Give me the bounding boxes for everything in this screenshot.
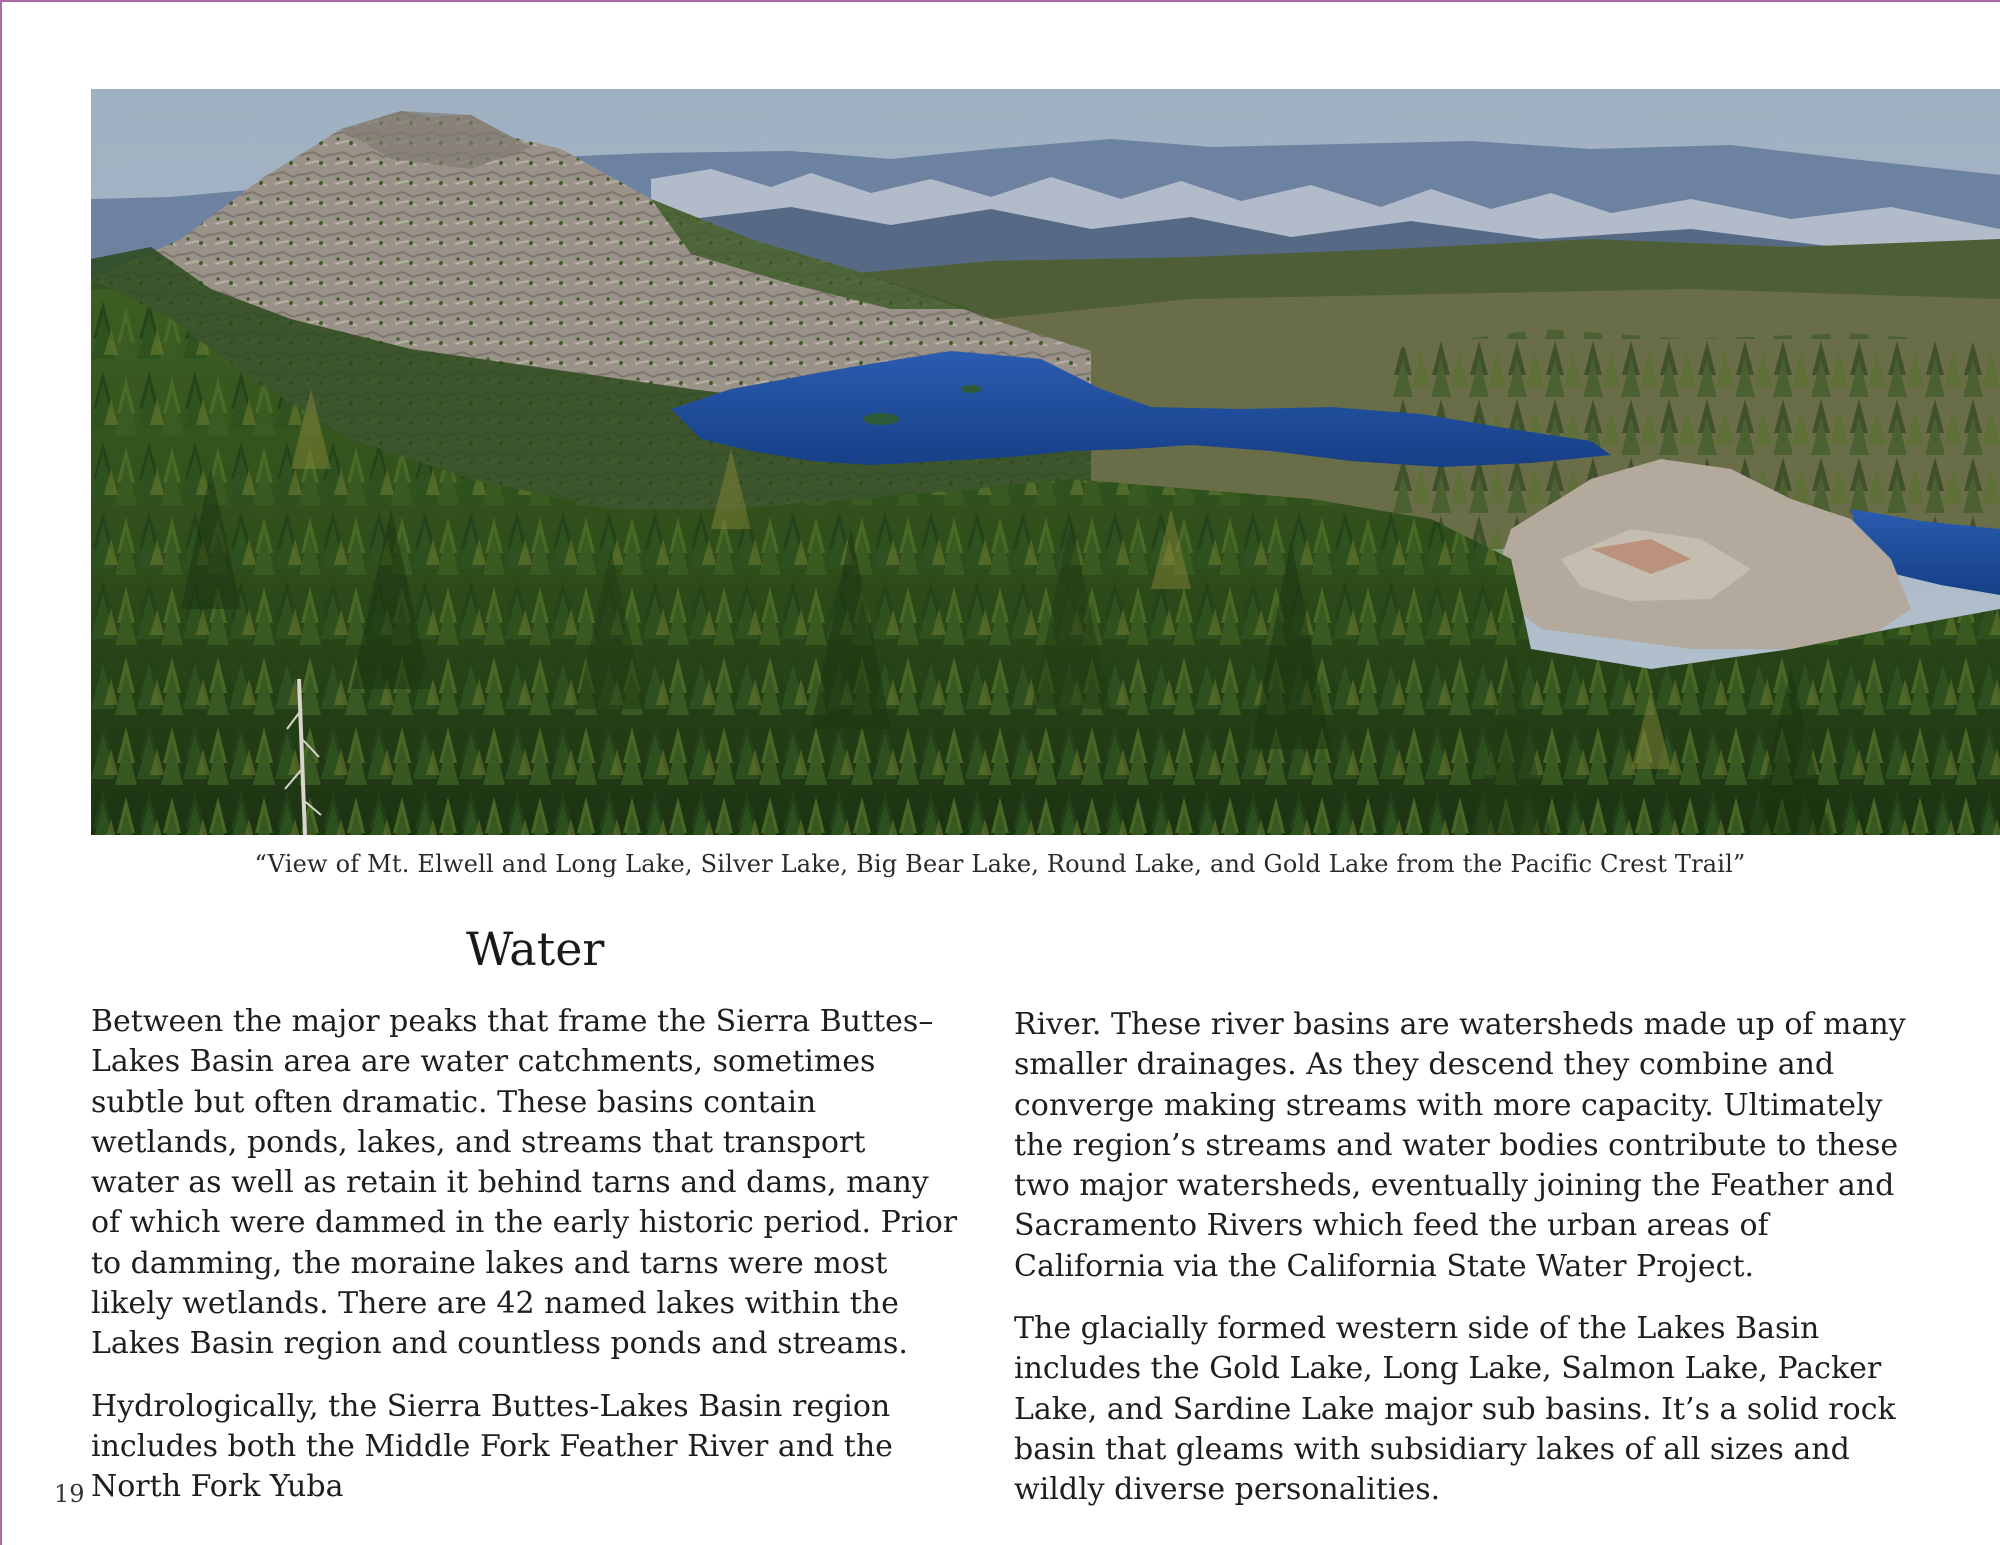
body-paragraph: The glacially formed western side of the Lakes Basin includes the Gold Lake, Long Lake, Salmon Lake, Packer Lake, and Sardine Lake major sub basins. It’s a solid rock basin that gleams with subsidiary lakes of all sizes and wildly diverse personalities.	[1014, 1311, 1896, 1508]
body-paragraph: River. These river basins are watersheds made up of many smaller drainages. As they descend they combine and converge making streams with more capacity. Ultimately the region’s streams and water bodies contribute to these two major watersheds, eventually joining the Feather and Sacramento Rivers which feed the urban areas of California via the California State Water Project.	[1014, 1007, 1906, 1284]
body-paragraph: Between the major peaks that frame the Sierra Buttes–Lakes Basin area are water catchments, sometimes subtle but often dramatic. These basins contain wetlands, ponds, lakes, and streams that transport water as well as retain it behind tarns and dams, many of which were dammed in the early historic period. Prior to damming, the moraine lakes and tarns were most likely wetlands. There are 42 named lakes within the Lakes Basin region and countless ponds and streams.	[91, 1004, 958, 1362]
body-paragraph: Hydrologically, the Sierra Buttes-Lakes Basin region includes both the Middle Fork Feather River and the North Fork Yuba	[91, 1388, 893, 1505]
section-heading: Water	[466, 922, 605, 976]
photo-caption: “View of Mt. Elwell and Long Lake, Silver Lake, Big Bear Lake, Round Lake, and Gold Lake from the Pacific Crest Trail”	[254, 850, 1746, 878]
left-column	[91, 1002, 961, 1530]
landscape-photo	[91, 89, 2000, 835]
right-column	[1014, 1005, 1914, 1533]
lake-basin-illustration	[91, 89, 2000, 835]
page-number: 19	[54, 1480, 85, 1508]
